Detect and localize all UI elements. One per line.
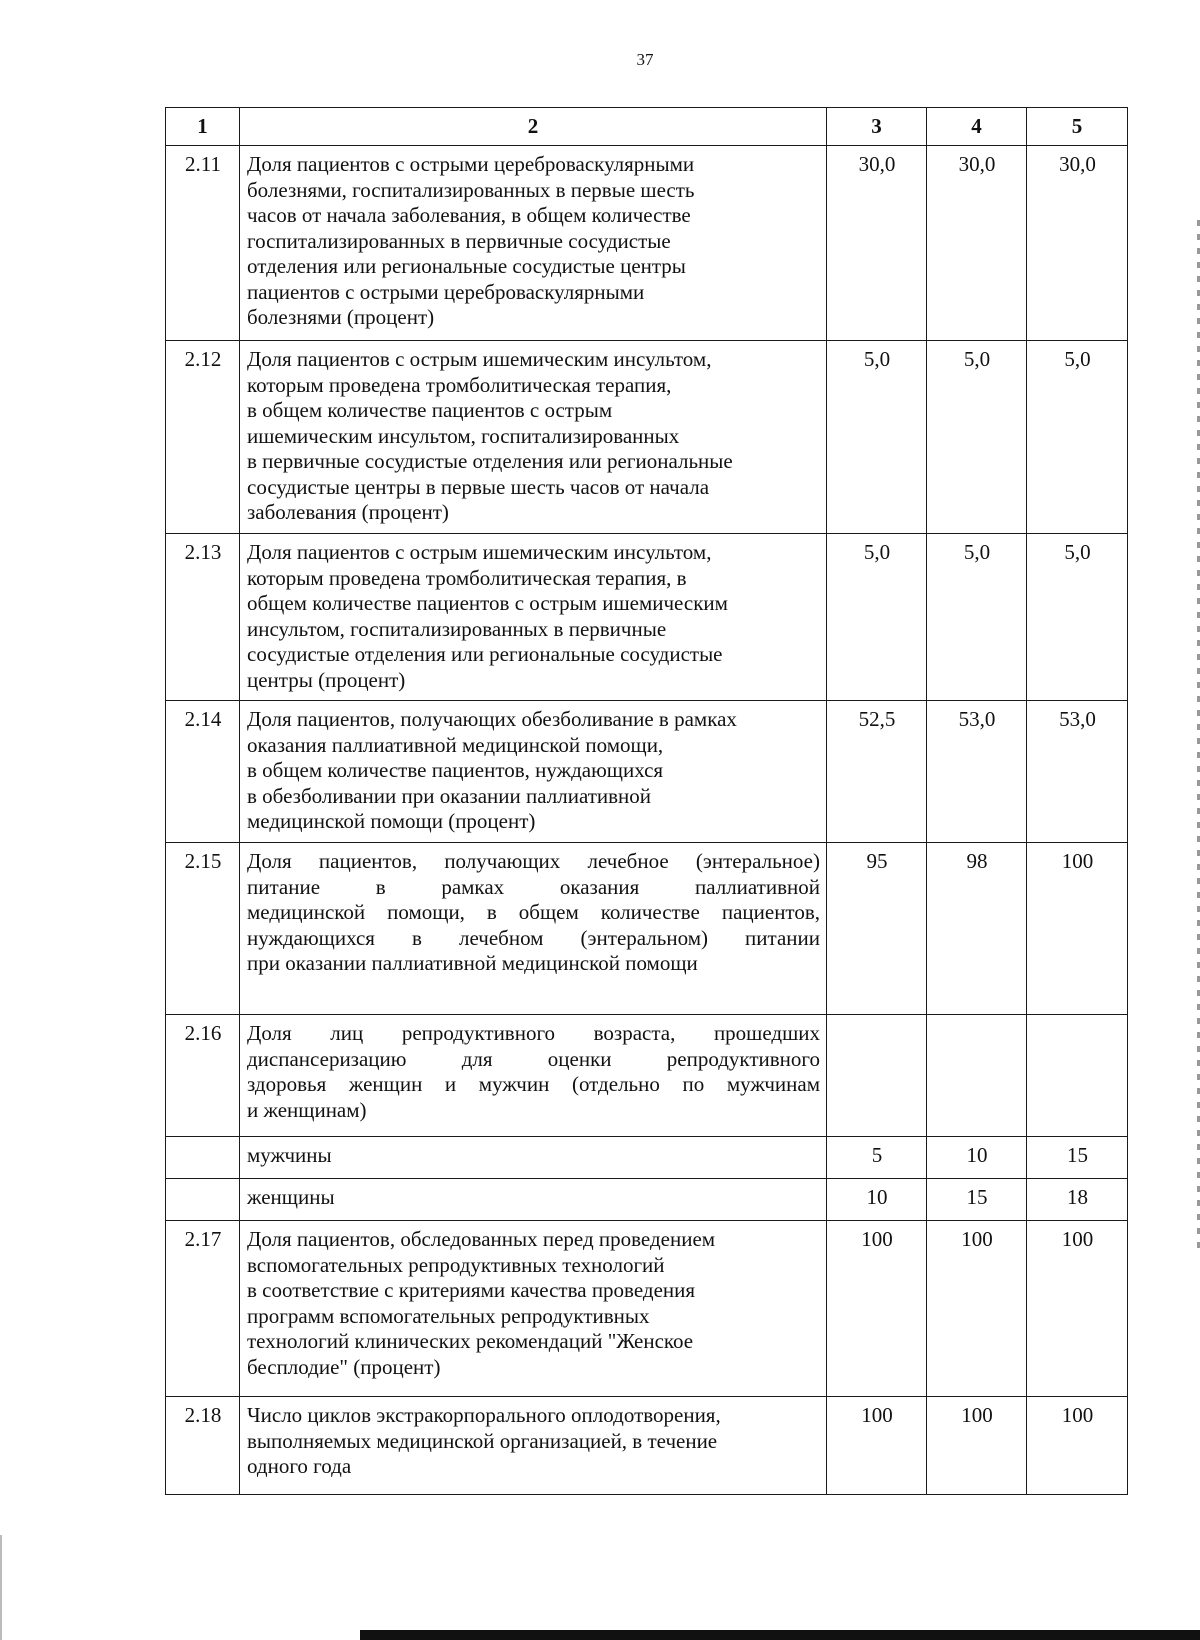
description-line: часов от начала заболевания, в общем количестве (247, 203, 691, 227)
row-number: 2.11 (166, 146, 240, 341)
indicators-table (165, 107, 1128, 1495)
description-line: общем количестве пациентов с острым ишемическим (247, 591, 728, 615)
description-line: Доля лиц репродуктивного возраста, прошедших (247, 1021, 820, 1045)
description-line: которым проведена тромболитическая терапия, (247, 372, 672, 397)
scan-bottom-bar (360, 1630, 1200, 1640)
description-line: нуждающихся в лечебном (энтеральном) питании (247, 925, 820, 950)
description-line: при оказании паллиативной медицинской помощи (247, 951, 698, 975)
description-line: медицинской помощи, в общем количестве пациентов, (247, 900, 820, 924)
row-description (240, 1137, 827, 1179)
table-row (166, 341, 1128, 534)
description-line: в первичные сосудистые отделения или региональные (247, 449, 733, 473)
value-col-5: 5,0 (1027, 341, 1128, 534)
row-description (240, 534, 827, 701)
table-row (166, 701, 1128, 843)
description-line: питание в рамках оказания паллиативной (247, 874, 820, 899)
description-line: центры (процент) (247, 667, 406, 692)
description-line: Доля пациентов с острыми цереброваскулярными (247, 152, 695, 176)
table-row (166, 843, 1128, 1015)
value-col-4: 53,0 (927, 701, 1027, 843)
row-description (240, 341, 827, 534)
description-line: сосудистые центры в первые шесть часов от начала (247, 474, 710, 499)
description-line: ишемическим инсультом, госпитализированных (247, 423, 680, 448)
row-number: 2.16 (166, 1015, 240, 1137)
description-line: технологий клинических рекомендаций "Женское (247, 1329, 694, 1353)
table-row (166, 1221, 1128, 1397)
description-line: которым проведена тромболитическая терапия, в (247, 565, 687, 590)
description-line: медицинской помощи (процент) (247, 809, 536, 833)
value-col-5 (1027, 1015, 1128, 1137)
value-col-3 (827, 1015, 927, 1137)
value-col-4: 100 (927, 1397, 1027, 1495)
header-col-2: 2 (240, 108, 827, 146)
value-col-3: 5,0 (827, 341, 927, 534)
value-col-5: 100 (1027, 1397, 1128, 1495)
value-col-3: 95 (827, 843, 927, 1015)
header-col-3: 3 (827, 108, 927, 146)
description-line: выполняемых медицинской организацией, в течение (247, 1428, 718, 1453)
description-line: заболевания (процент) (247, 500, 449, 524)
value-col-3: 30,0 (827, 146, 927, 341)
row-description (240, 701, 827, 843)
description-line: женщины (247, 1185, 335, 1209)
description-line: оказания паллиативной медицинской помощи, (247, 732, 664, 757)
description-line: Доля пациентов, обследованных перед проведением (247, 1227, 716, 1251)
description-line: Число циклов экстракорпорального оплодотворения, (247, 1403, 721, 1427)
value-col-5: 18 (1027, 1179, 1128, 1221)
value-col-4: 5,0 (927, 534, 1027, 701)
value-col-5: 100 (1027, 843, 1128, 1015)
description-line: болезнями, госпитализированных в первые шесть (247, 177, 695, 202)
description-line: пациентов с острыми цереброваскулярными (247, 279, 645, 304)
row-number: 2.14 (166, 701, 240, 843)
description-line: диспансеризацию для оценки репродуктивного (247, 1046, 820, 1071)
description-line: отделения или региональные сосудистые центры (247, 254, 686, 278)
description-line: Доля пациентов, получающих лечебное (энтеральное) (247, 849, 820, 873)
page-number: 37 (636, 50, 654, 69)
value-col-4: 5,0 (927, 341, 1027, 534)
table-row (166, 1015, 1128, 1137)
value-col-5: 100 (1027, 1221, 1128, 1397)
description-line: и женщинам) (247, 1097, 367, 1122)
value-col-4: 98 (927, 843, 1027, 1015)
value-col-5: 15 (1027, 1137, 1128, 1179)
description-line: одного года (247, 1454, 352, 1478)
row-description (240, 1179, 827, 1221)
value-col-4: 30,0 (927, 146, 1027, 341)
description-line: Доля пациентов с острым ишемическим инсультом, (247, 347, 712, 371)
table-row (166, 534, 1128, 701)
value-col-3: 52,5 (827, 701, 927, 843)
table-row (166, 1179, 1128, 1221)
table-row (166, 1397, 1128, 1495)
header-col-1: 1 (166, 108, 240, 146)
description-line: госпитализированных в первичные сосудистые (247, 228, 671, 253)
table-row (166, 1137, 1128, 1179)
description-line: в общем количестве пациентов, нуждающихся (247, 758, 664, 782)
description-line: Доля пациентов с острым ишемическим инсультом, (247, 540, 712, 564)
value-col-5: 53,0 (1027, 701, 1128, 843)
description-line: инсультом, госпитализированных в первичные (247, 616, 667, 641)
table-row (166, 146, 1128, 341)
row-number: 2.12 (166, 341, 240, 534)
row-number: 2.15 (166, 843, 240, 1015)
row-number: 2.17 (166, 1221, 240, 1397)
value-col-3: 100 (827, 1221, 927, 1397)
row-number (166, 1179, 240, 1221)
description-line: в общем количестве пациентов с острым (247, 398, 613, 422)
value-col-5: 5,0 (1027, 534, 1128, 701)
description-line: в обезболивании при оказании паллиативной (247, 783, 652, 808)
description-line: программ вспомогательных репродуктивных (247, 1303, 650, 1328)
row-number: 2.18 (166, 1397, 240, 1495)
row-number: 2.13 (166, 534, 240, 701)
row-description (240, 843, 827, 1015)
row-description (240, 146, 827, 341)
description-line: здоровья женщин и мужчин (отдельно по мужчинам (247, 1072, 820, 1096)
description-line: сосудистые отделения или региональные сосудистые (247, 642, 723, 666)
scan-left-edge-line (0, 1535, 2, 1640)
row-description (240, 1015, 827, 1137)
row-number (166, 1137, 240, 1179)
description-line: болезнями (процент) (247, 305, 435, 329)
description-line: в соответствие с критериями качества проведения (247, 1278, 696, 1302)
description-line: вспомогательных репродуктивных технологий (247, 1252, 665, 1277)
description-line: Доля пациентов, получающих обезболивание в рамках (247, 707, 737, 731)
header-col-5: 5 (1027, 108, 1128, 146)
row-description (240, 1397, 827, 1495)
value-col-4 (927, 1015, 1027, 1137)
value-col-3: 5,0 (827, 534, 927, 701)
header-col-4: 4 (927, 108, 1027, 146)
value-col-4: 100 (927, 1221, 1027, 1397)
value-col-3: 100 (827, 1397, 927, 1495)
value-col-4: 15 (927, 1179, 1027, 1221)
value-col-3: 10 (827, 1179, 927, 1221)
value-col-5: 30,0 (1027, 146, 1128, 341)
value-col-3: 5 (827, 1137, 927, 1179)
row-description (240, 1221, 827, 1397)
description-line: бесплодие" (процент) (247, 1354, 441, 1379)
value-col-4: 10 (927, 1137, 1027, 1179)
table-header-row (166, 108, 1128, 146)
description-line: мужчины (247, 1143, 332, 1167)
